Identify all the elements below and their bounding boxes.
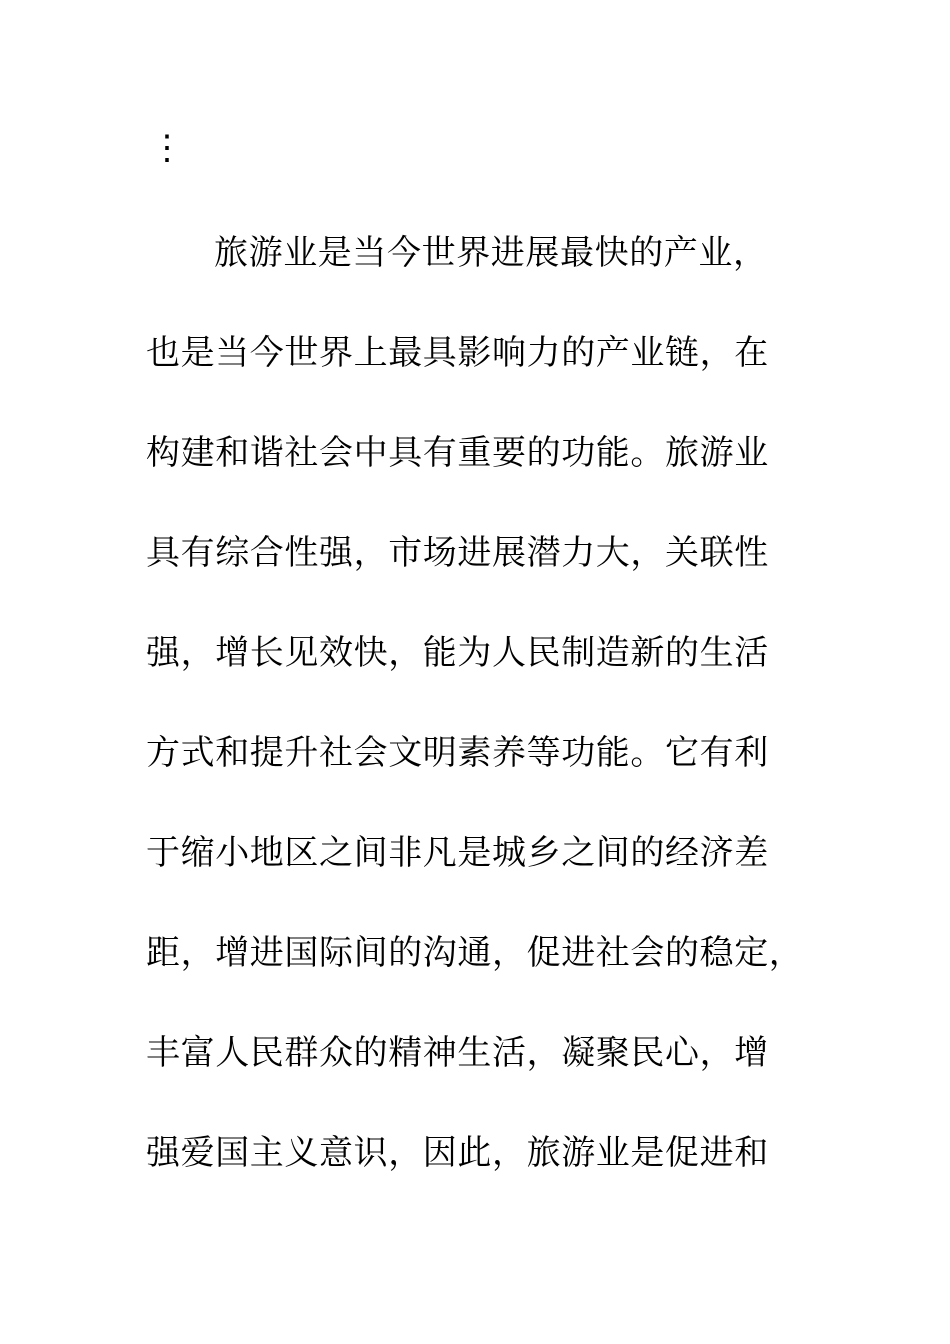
paragraph-line-5: 强，增长见效快，能为人民制造新的生活 [146,633,769,673]
paragraph-line-3: 构建和谐社会中具有重要的功能。旅游业 [146,433,769,473]
paragraph-line-4: 具有综合性强，市场进展潜力大，关联性 [146,533,769,573]
paragraph-line-1: 旅游业是当今世界进展最快的产业， [214,233,768,273]
continuation-marker: ⋮ [150,128,184,168]
paragraph-line-8: 距，增进国际间的沟通，促进社会的稳定， [146,933,804,973]
paragraph-line-6: 方式和提升社会文明素养等功能。它有利 [146,733,769,773]
paragraph-line-10: 强爱国主义意识，因此，旅游业是促进和 [146,1133,769,1173]
paragraph-line-9: 丰富人民群众的精神生活，凝聚民心，增 [146,1033,769,1073]
paragraph-line-2: 也是当今世界上最具影响力的产业链，在 [146,333,769,373]
paragraph-line-7: 于缩小地区之间非凡是城乡之间的经济差 [146,833,769,873]
